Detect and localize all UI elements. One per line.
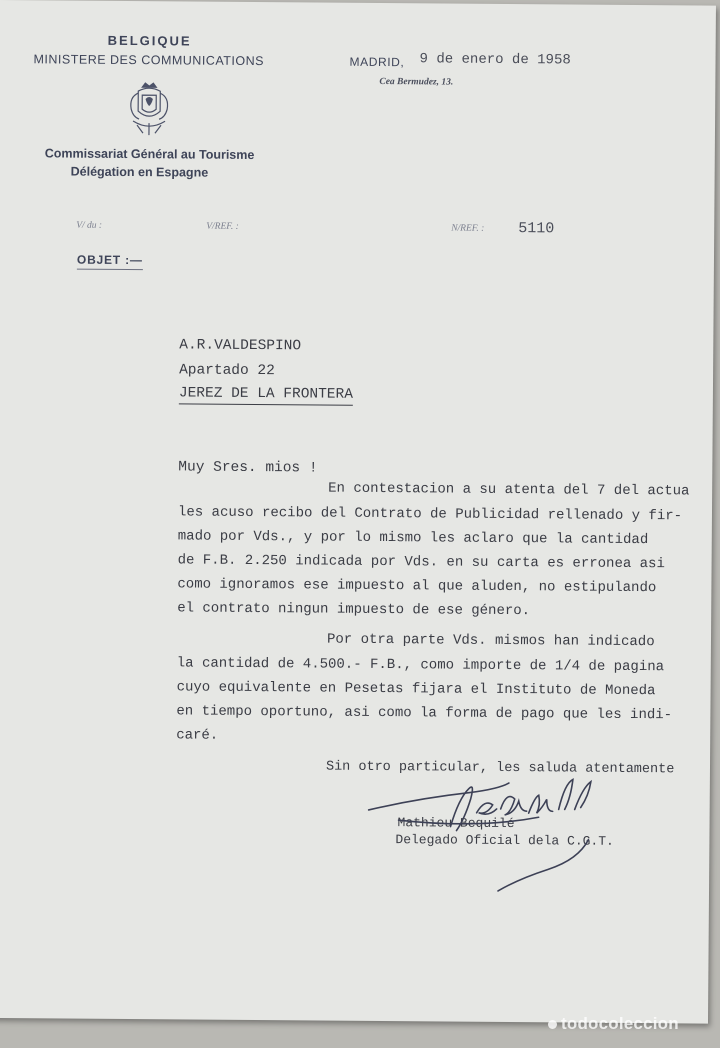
body-line: en tiempo oportuno, asi como la forma de pago que les indi-	[176, 703, 673, 724]
dateline-address: Cea Bermudez, 13.	[379, 76, 454, 88]
body-line: mado por Vds., y por lo mismo les aclaro que la cantidad	[177, 528, 649, 549]
body-line: cuyo equivalente en Pesetas fijara el Instituto de Moneda	[176, 679, 656, 700]
body-line: caré.	[176, 727, 219, 744]
ref-your-ref-label: V/REF. :	[206, 221, 239, 232]
dateline-city: MADRID,	[349, 54, 405, 70]
letterhead-office-line2: Délégation en Espagne	[70, 164, 209, 180]
body-line: Por otra parte Vds. mismos han indicado	[326, 631, 655, 651]
dateline-date: 9 de enero de 1958	[419, 51, 571, 69]
recipient-city: JEREZ DE LA FRONTERA	[179, 385, 353, 405]
recipient-name: A.R.VALDESPINO	[179, 337, 302, 355]
recipient-box: Apartado 22	[179, 362, 275, 380]
subject-label: OBJET :—	[77, 253, 143, 271]
watermark-text: todocoleccion	[561, 1014, 679, 1033]
body-line: de F.B. 2.250 indicada por Vds. en su carta es erronea asi	[177, 552, 665, 573]
ref-our-ref-value: 5110	[518, 220, 555, 238]
body-line: como ignoramos ese impuesto al que aluden, no estipulando	[177, 576, 657, 597]
handwritten-signature	[358, 768, 619, 900]
letterhead-office-line1: Commissariat Général au Tourisme	[44, 146, 255, 163]
letterhead-ministry: MINISTERE DES COMMUNICATIONS	[33, 52, 265, 69]
signer-name: Mathieu Bequilé	[397, 815, 515, 832]
signer-title: Delegado Oficial dela C.G.T.	[395, 832, 614, 849]
body-line: el contrato ningun impuesto de ese género.	[177, 600, 531, 620]
ref-your-letter-label: V/ du :	[76, 220, 103, 231]
salutation: Muy Sres. mios !	[178, 459, 318, 477]
watermark-dot-icon	[548, 1020, 557, 1029]
body-line: En contestacion a su atenta del 7 del actua	[328, 480, 690, 500]
letterhead-country: BELGIQUE	[107, 32, 192, 49]
body-line: les acuso recibo del Contrato de Publicidad rellenado y fir-	[177, 504, 683, 525]
body-line: Sin otro particular, les saluda atentamente	[325, 759, 675, 778]
belgian-coat-of-arms-icon	[125, 81, 173, 137]
body-line: la cantidad de 4.500.- F.B., como importe de 1/4 de pagina	[176, 655, 665, 676]
watermark	[548, 1014, 679, 1034]
ref-our-ref-label: N/REF. :	[451, 223, 485, 234]
